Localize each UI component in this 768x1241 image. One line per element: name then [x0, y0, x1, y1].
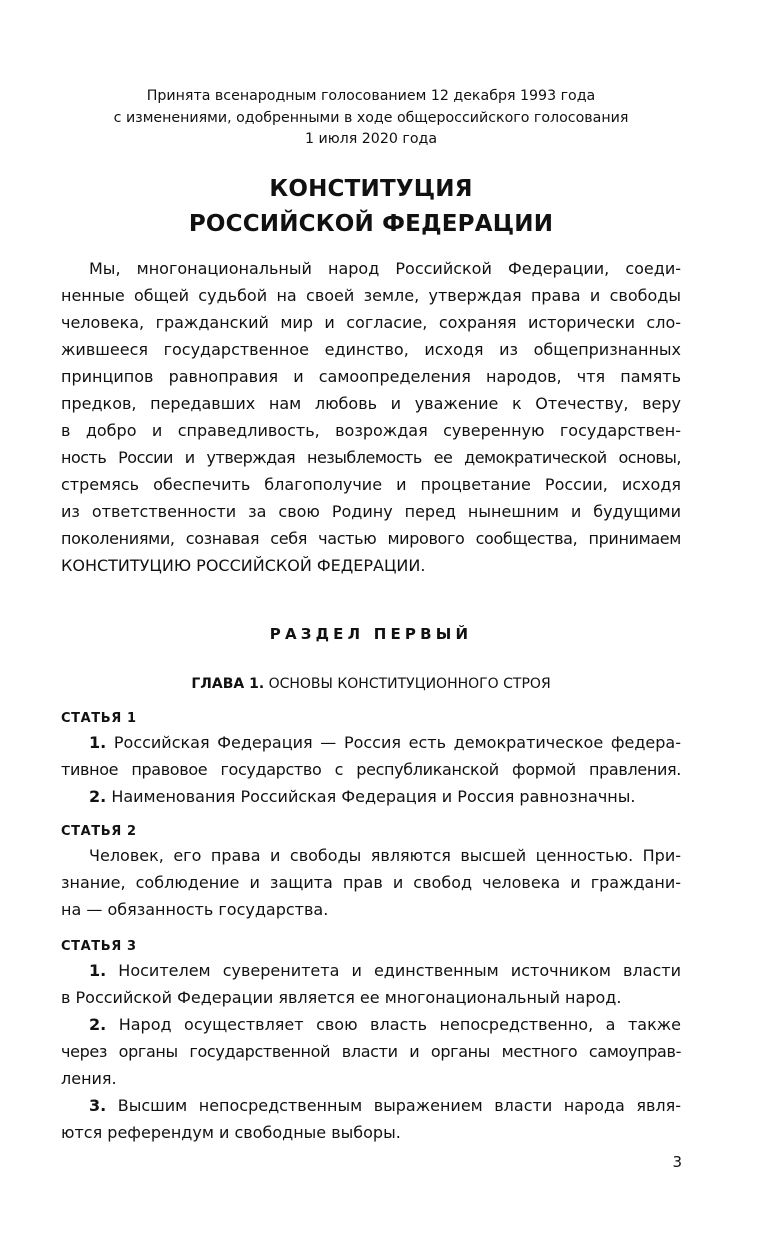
chapter-label: ГЛАВА 1. [191, 676, 265, 692]
preamble-line: ность России и утверждая незыблемость ее демократической основы, [61, 448, 681, 467]
adoption-note [61, 86, 681, 151]
article-line: через органы государственной власти и органы местного самоуправ- [61, 1042, 681, 1061]
clause-text: Носителем суверенитета и единственным источником власти [118, 961, 681, 980]
article-line [61, 729, 681, 756]
article-line [61, 783, 681, 810]
preamble-line: ненные общей судьбой на своей земле, утверждая права и свободы [61, 286, 681, 305]
section-title: РАЗДЕЛ ПЕРВЫЙ [269, 625, 473, 643]
article-line: ления. [61, 1069, 117, 1088]
preamble-line: поколениями, сознавая себя частью мирового сообщества, принимаем [61, 529, 681, 548]
article-line: тивное правовое государство с республиканской формой правления. [61, 760, 681, 779]
article-label: СТАТЬЯ 3 [61, 939, 137, 954]
preamble-line: принципов равноправия и самоопределения народов, чтя память [61, 367, 681, 386]
preamble-line: в добро и справедливость, возрождая суверенную государствен- [61, 421, 681, 440]
clause-text: Народ осуществляет свою власть непосредственно, а также [118, 1015, 681, 1034]
article-3 [61, 937, 681, 1146]
preamble-line: жившееся государственное единство, исходя из общепризнанных [61, 340, 681, 359]
article-line [61, 1092, 681, 1119]
clause-number: 1. [89, 961, 107, 980]
title-line-2: РОССИЙСКОЙ ФЕДЕРАЦИИ [188, 211, 554, 237]
preamble-line: человека, гражданский мир и согласие, сохраняя исторически сло- [61, 313, 681, 332]
clause-number: 2. [89, 787, 107, 806]
preamble-line: Мы, многонациональный народ Российской Федерации, соеди- [89, 259, 681, 278]
article-line [61, 1011, 681, 1038]
article-line: знание, соблюдение и защита прав и свобод человека и граждани- [61, 873, 681, 892]
title-line-1: КОНСТИТУЦИЯ [269, 176, 473, 202]
clause-number: 3. [89, 1096, 107, 1115]
clause-number: 1. [89, 733, 107, 752]
article-label: СТАТЬЯ 1 [61, 711, 137, 726]
article-1 [61, 709, 681, 810]
article-line: ются референдум и свободные выборы. [61, 1123, 401, 1142]
preamble-line: стремясь обеспечить благополучие и процветание России, исходя [61, 475, 681, 494]
chapter-title: ОСНОВЫ КОНСТИТУЦИОННОГО СТРОЯ [268, 676, 551, 692]
clause-number: 2. [89, 1015, 107, 1034]
chapter-heading [61, 673, 681, 695]
article-line: на — обязанность государства. [61, 900, 329, 919]
page-number: 3 [672, 1153, 682, 1171]
article-line: в Российской Федерации является ее многонациональный народ. [61, 988, 622, 1007]
preamble-line: из ответственности за свою Родину перед нынешним и будущими [61, 502, 681, 521]
article-label: СТАТЬЯ 2 [61, 824, 137, 839]
clause-text: Наименования Российская Федерация и Россия равнозначны. [111, 787, 636, 806]
article-line: Человек, его права и свободы являются высшей ценностью. При- [89, 846, 681, 865]
preamble-line: предков, передавших нам любовь и уважение к Отечеству, веру [61, 394, 681, 413]
clause-text: Высшим непосредственным выражением власти народа явля- [117, 1096, 681, 1115]
article-2 [61, 822, 681, 923]
preamble-line: КОНСТИТУЦИЮ РОССИЙСКОЙ ФЕДЕРАЦИИ. [61, 556, 426, 575]
clause-text: Российская Федерация — Россия есть демократическое федера- [113, 733, 681, 752]
preamble [61, 255, 681, 579]
document-title [61, 172, 681, 242]
article-line [61, 957, 681, 984]
adoption-line: 1 июля 2020 года [304, 131, 438, 147]
adoption-line: с изменениями, одобренными в ходе общероссийского голосования [113, 109, 629, 126]
adoption-line: Принята всенародным голосованием 12 декабря 1993 года [146, 88, 596, 104]
